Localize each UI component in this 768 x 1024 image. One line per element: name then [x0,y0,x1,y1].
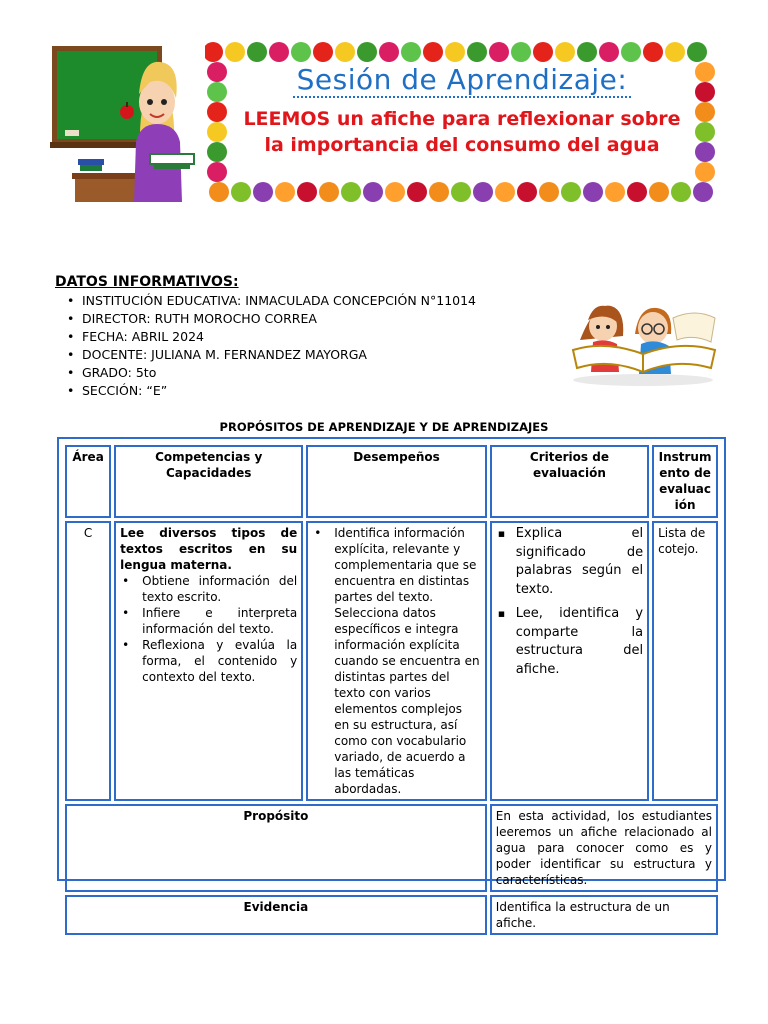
datos-heading: DATOS INFORMATIVOS: [55,274,239,290]
fruit-icon [207,162,227,182]
learning-purposes-table [62,442,721,938]
instrumento-cell: Lista de cotejo. [652,521,718,801]
fruit-icon [495,182,515,202]
fruit-icon [205,42,223,62]
fruit-icon [269,42,289,62]
fruit-icon [207,62,227,82]
session-subtitle: LEEMOS un afiche para reflexionar sobre la importancia del consumo del agua [243,108,681,156]
competencia-text: Lee diversos tipos de textos escritos en su lengua materna. [120,526,298,572]
criterios-cell [490,521,649,801]
evidencia-label: Evidencia [65,895,487,935]
fruit-icon [489,42,509,62]
fruit-icon [335,42,355,62]
header-area: Área [65,445,111,518]
fruit-icon [423,42,443,62]
fruit-icon [621,42,641,62]
fruit-icon [695,102,715,122]
fruit-icon [407,182,427,202]
learning-purposes-table-frame [57,437,726,930]
fruit-icon [209,182,229,202]
fruit-icon [313,42,333,62]
fruit-icon [385,182,405,202]
fruit-icon [695,122,715,142]
fruit-icon [665,42,685,62]
fruit-icon [445,42,465,62]
fruit-icon [319,182,339,202]
fruit-icon [693,182,713,202]
fruit-icon [473,182,493,202]
fruit-icon [275,182,295,202]
datos-item: • INSTITUCIÓN EDUCATIVA: INMACULADA CONCEPCIÓN N°11014 [62,292,476,310]
fruit-icon [207,142,227,162]
table-caption: PROPÓSITOS DE APRENDIZAJE Y DE APRENDIZAJES [219,420,549,434]
fruit-icon [539,182,559,202]
fruit-icon [341,182,361,202]
fruit-icon [695,142,715,162]
fruit-icon [695,162,715,182]
fruit-icon [207,102,227,122]
table-header-row [65,445,718,518]
fruit-icon [207,122,227,142]
fruit-icon [451,182,471,202]
fruit-icon [671,182,691,202]
fruit-icon [695,82,715,102]
datos-list [62,292,476,400]
fruit-icon [555,42,575,62]
fruit-icon [605,182,625,202]
competencias-cell [114,521,303,801]
header-instrumento: Instrumento de evaluación [652,445,718,518]
fruit-icon [467,42,487,62]
proposito-text: En esta actividad, los estudiantes leeremos un afiche relacionado al agua para conocer como es y poder identificar su estructura y características. [490,804,718,892]
table-row [65,895,718,935]
fruit-icon [297,182,317,202]
fruit-icon [643,42,663,62]
capacidad-item: • Infiere e interpreta información del texto. [142,605,297,637]
capacidad-item: • Obtiene información del texto escrito. [142,573,297,605]
criterio-item: ▪ Explica el significado de palabras según el texto. [516,525,643,599]
fruit-icon [357,42,377,62]
datos-item: • GRADO: 5to [62,364,476,382]
fruit-icon [511,42,531,62]
fruit-icon [687,42,707,62]
header-criterios: Criterios de evaluación [490,445,649,518]
fruit-icon [225,42,245,62]
kids-reading-illustration [565,288,720,388]
evidencia-text: Identifica la estructura de un afiche. [490,895,718,935]
desempeno-item: • Identifica información explícita, relevante y complementaria que se encuentra en distintas partes del texto. Selecciona datos específicos e integra información explícita cuando se encuentra en distintas partes del texto con varios elementos complejos en su estructura, así como con vocabulario variado, de acuerdo a las temáticas abordadas. [334,525,481,797]
criterio-item: ▪ Lee, identifica y comparte la estructura del afiche. [516,605,643,679]
fruit-icon [231,182,251,202]
desempenos-cell [306,521,487,801]
fruit-icon [247,42,267,62]
table-row [65,804,718,892]
session-banner [205,42,718,202]
fruit-icon [533,42,553,62]
datos-item: • DOCENTE: JULIANA M. FERNANDEZ MAYORGA [62,346,476,364]
datos-item: • SECCIÓN: “E” [62,382,476,400]
fruit-icon [627,182,647,202]
proposito-label: Propósito [65,804,487,892]
fruit-icon [649,182,669,202]
fruit-icon [363,182,383,202]
datos-item: • FECHA: ABRIL 2024 [62,328,476,346]
fruit-icon [517,182,537,202]
capacidad-item: • Reflexiona y evalúa la forma, el contenido y contexto del texto. [142,637,297,685]
fruit-icon [583,182,603,202]
datos-item: • DIRECTOR: RUTH MOROCHO CORREA [62,310,476,328]
banner-text-area [233,64,691,180]
session-title: Sesión de Aprendizaje: [293,64,632,98]
fruit-icon [253,182,273,202]
fruit-icon [599,42,619,62]
fruit-icon [401,42,421,62]
fruit-icon [379,42,399,62]
fruit-icon [561,182,581,202]
header-competencias: Competencias y Capacidades [114,445,303,518]
teacher-illustration [50,42,200,202]
fruit-icon [429,182,449,202]
fruit-icon [207,82,227,102]
table-row [65,521,718,801]
fruit-icon [291,42,311,62]
fruit-icon [577,42,597,62]
area-cell: C [65,521,111,801]
fruit-icon [695,62,715,82]
header-desempenos: Desempeños [306,445,487,518]
